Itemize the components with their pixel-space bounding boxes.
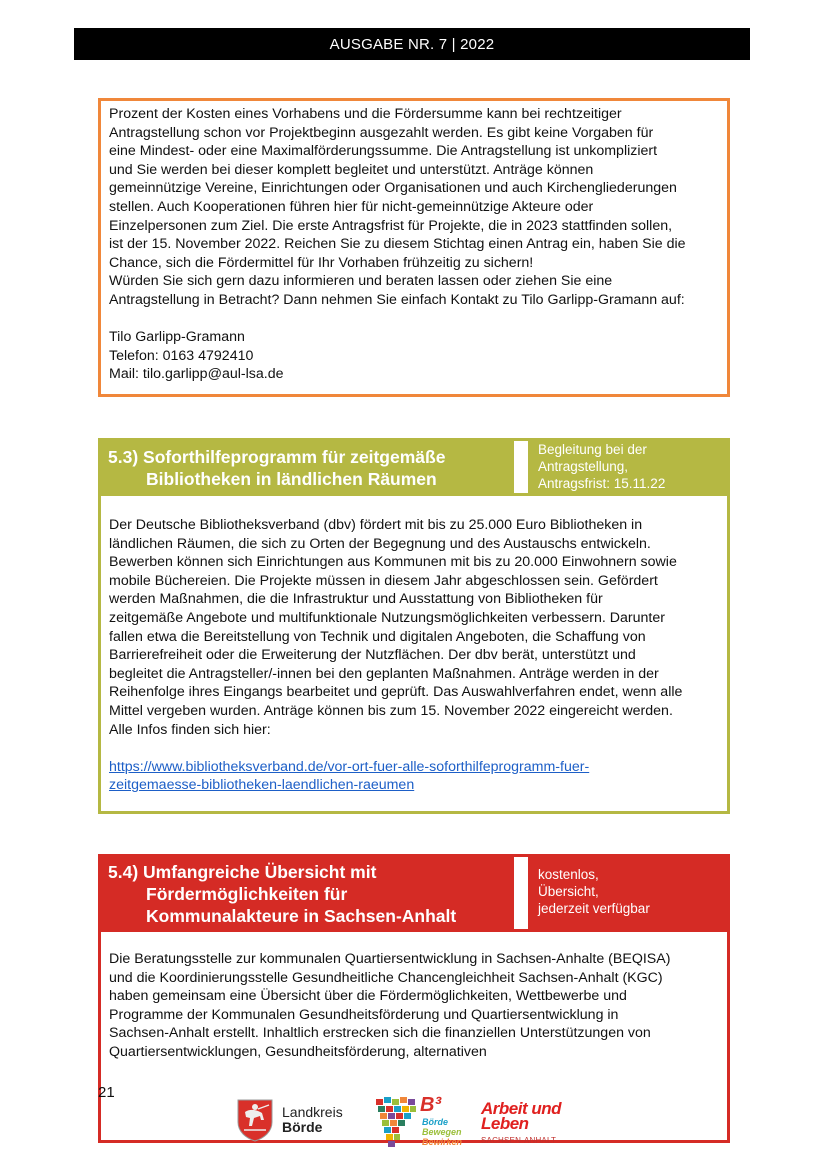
section-number: 5.3) (108, 447, 139, 467)
footer-logos (236, 1093, 576, 1151)
text-line: Mittel vergeben wurden. Anträge können bis zum 15. November 2022 eingereicht werden. (109, 702, 673, 719)
title-line: Fördermöglichkeiten für (146, 884, 348, 904)
boerde-line: Börde (282, 1119, 323, 1135)
aul-line: Arbeit und (481, 1099, 561, 1118)
text-line: Alle Infos finden sich hier: (109, 721, 271, 738)
map-mosaic-icon (376, 1097, 416, 1147)
text-line: stellen. Auch Kooperationen führen hier für nicht-gemeinnützige Akteure oder (109, 198, 594, 215)
text-line: Die Beratungsstelle zur kommunalen Quartiersentwicklung in Sachsen-Anhalte (BEQISA) (109, 951, 671, 967)
b3-line: Bewirken (422, 1137, 463, 1147)
section-5-4-title (98, 854, 513, 932)
section-number: 5.4) (108, 862, 139, 882)
section-5-3-tags (538, 441, 665, 492)
text-line: Antragstellung in Betracht? Dann nehmen Sie einfach Kontakt zu Tilo Garlipp-Gramann auf: (109, 291, 685, 308)
page-number: 21 (98, 1084, 115, 1101)
text-line: Barrierefreiheit oder die Erweiterung der Nutzflächen. Der dbv berät, unterstützt und (109, 647, 636, 664)
header-divider (514, 857, 528, 929)
tag-line: kostenlos, (538, 867, 599, 882)
text-line: zeitgemäße Angebote und multifunktionale Nutzungsmöglichkeiten verbessern. Darunter (109, 609, 665, 626)
landkreis-line: Landkreis (282, 1104, 343, 1120)
contact-name: Tilo Garlipp-Gramann (109, 329, 245, 346)
text-line: gemeinnützige Vereine, Einrichtungen oder Organisationen und auch Kirchengliederungen (109, 180, 677, 197)
b3-line: Börde (422, 1117, 449, 1127)
text-line: Einzelpersonen zum Ziel. Die erste Antragsfrist für Projekte, die in 2023 stattfinden sollen, (109, 217, 673, 234)
text-line: Reihenfolge ihres Eingangs bearbeitet und geprüft. Das Auswahlverfahren endet, wenn alle (109, 684, 683, 701)
link-line[interactable]: https://www.bibliotheksverband.de/vor-ort-fuer-alle-soforthilfeprogramm-fuer- (109, 758, 590, 775)
text-line: Quartiersentwicklungen, Gesundheitsförderung, alternativen (109, 1043, 487, 1060)
section-5-3-title (98, 438, 513, 496)
text-line: mobile Büchereien. Die Projekte müssen in diesem Jahr abgeschlossen sein. Gefördert (109, 572, 658, 589)
logo-landkreis-boerde (236, 1098, 343, 1142)
contact-mail: Mail: tilo.garlipp@aul-lsa.de (109, 366, 284, 383)
bibliotheksverband-link[interactable] (109, 759, 589, 794)
tag-line: Übersicht, (538, 884, 599, 899)
issue-header-bar (74, 28, 750, 60)
issue-label: AUSGABE NR. 7 | 2022 (329, 35, 495, 53)
title-line: Bibliotheken in ländlichen Räumen (146, 469, 437, 489)
tag-line: Antragstellung, (538, 459, 629, 474)
contact-phone: Telefon: 0163 4792410 (109, 347, 254, 364)
text-line: ländlichen Räumen, die sich zu Orten der Begegnung und des Austauschs entwickeln. (109, 535, 651, 552)
text-line: und Sie werden bei dieser komplett begleitet und unterstützt. Anträge können (109, 161, 594, 178)
logo-b3-boerde (372, 1093, 472, 1151)
text-line: Sachsen-Anhalt erstellt. Inhaltlich erstrecken sich die finanziellen Unterstützungen von (109, 1025, 651, 1042)
b3-line: Bewegen (422, 1127, 462, 1137)
text-line: Chance, sich die Fördermittel für Ihr Vorhaben frühzeitig zu sichern! (109, 254, 534, 271)
text-line: Programme der Kommunalen Gesundheitsförderung und Quartiersentwicklung in (109, 1006, 619, 1023)
text-line: Würden Sie sich gern dazu informieren und beraten lassen oder ziehen Sie eine (109, 273, 613, 290)
title-line: Soforthilfeprogramm für zeitgemäße (143, 447, 446, 467)
b3-title: B³ (420, 1094, 442, 1116)
landkreis-text (282, 1105, 343, 1135)
aul-line: Leben (481, 1114, 529, 1133)
text-line: Antragstellung schon vor Projektbeginn ausgezahlt werden. Es gibt keine Vorgaben für (109, 124, 654, 141)
text-line: haben gemeinsam eine Übersicht über die Fördermöglichkeiten, Wettbewerbe und (109, 988, 627, 1005)
text-line: eine Mindest- oder eine Maximalförderungssumme. Die Antragstellung ist unkompliziert (109, 143, 658, 160)
section-5-4-tags (538, 866, 650, 917)
continued-info-box (98, 98, 730, 397)
header-divider (514, 441, 528, 493)
section-5-3-body (98, 496, 730, 814)
title-line: Kommunalakteure in Sachsen-Anhalt (146, 906, 457, 926)
text-line: begleitet die Antragsteller/-innen bei den geplanten Maßnahmen. Anträge werden in der (109, 665, 659, 682)
text-line: Der Deutsche Bibliotheksverband (dbv) fördert mit bis zu 25.000 Euro Bibliotheken in (109, 517, 643, 533)
text-line: fallen etwa die Bereitstellung von Technik und digitalen Angeboten, die Schaffung von (109, 628, 646, 645)
aul-subtitle: SACHSEN-ANHALT (481, 1136, 557, 1145)
text-line: Prozent der Kosten eines Vorhabens und die Fördersumme kann bei rechtzeitiger (109, 106, 622, 122)
link-line[interactable]: zeitgemaesse-bibliotheken-laendlichen-raeumen (109, 777, 415, 794)
title-line: Umfangreiche Übersicht mit (143, 862, 377, 882)
section-5-3 (98, 438, 730, 814)
text-line: Bewerben können sich Einrichtungen aus Kommunen mit bis zu 20.000 Einwohnern sowie (109, 554, 677, 571)
coat-of-arms-icon (236, 1098, 274, 1142)
tag-line: jederzeit verfügbar (538, 901, 650, 916)
tag-line: Begleitung bei der (538, 442, 647, 457)
logo-arbeit-und-leben (481, 1101, 561, 1145)
text-line: und die Koordinierungsstelle Gesundheitliche Chancengleichheit Sachsen-Anhalt (KGC) (109, 969, 663, 986)
tag-line: Antragsfrist: 15.11.22 (538, 476, 666, 491)
text-line: werden Maßnahmen, die die Infrastruktur und Ausstattung von Bibliotheken für (109, 591, 603, 608)
text-line: ist der 15. November 2022. Reichen Sie zu diesem Stichtag einen Antrag ein, haben Sie die (109, 236, 686, 253)
section-5-4-header (98, 854, 730, 932)
section-5-3-header (98, 438, 730, 496)
